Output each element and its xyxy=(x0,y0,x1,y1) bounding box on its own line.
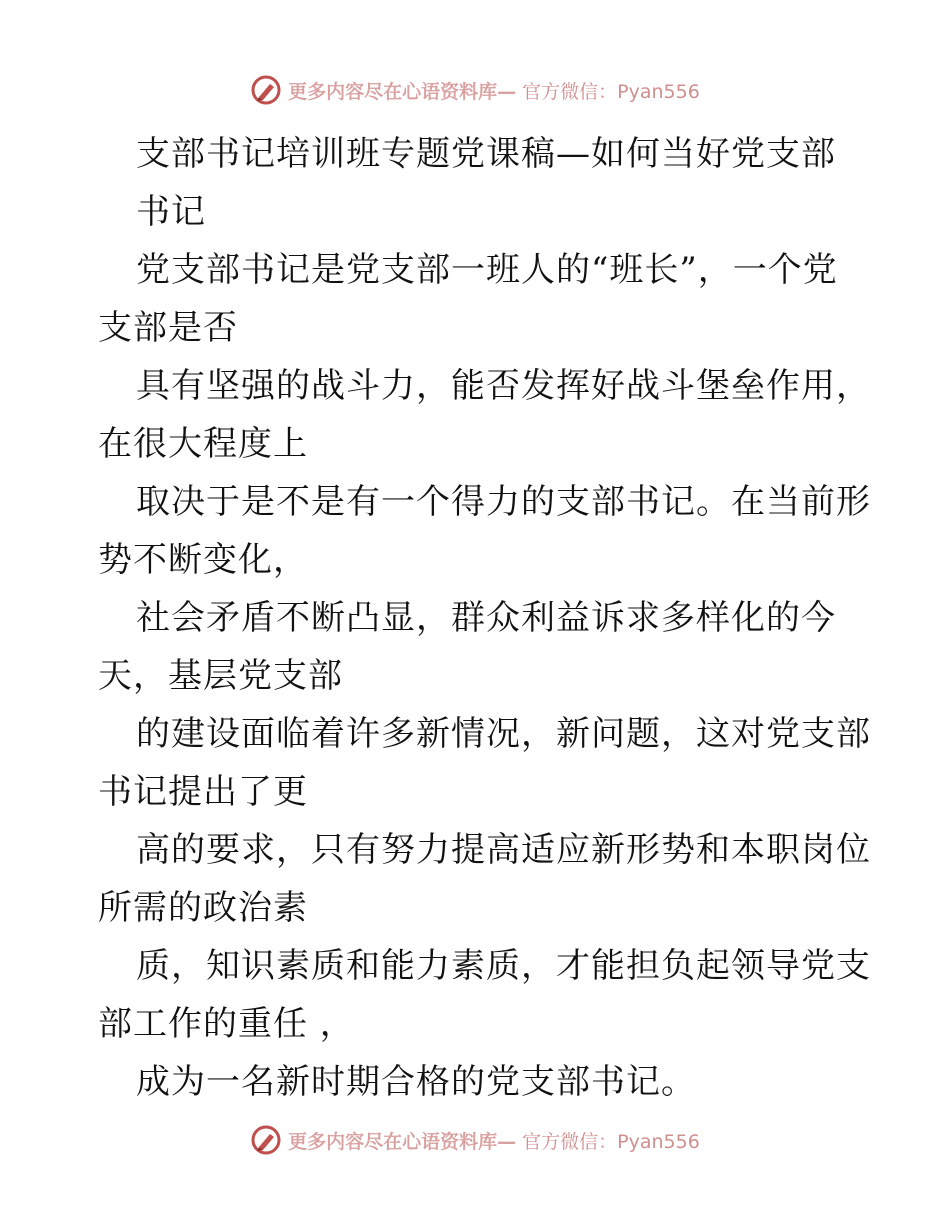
pen-logo-icon xyxy=(250,74,282,106)
header-watermark-banner xyxy=(0,70,950,110)
header-banner-text: 更多内容尽在心语资料库— xyxy=(288,80,517,103)
paragraph-line: 所需的政治素 xyxy=(98,888,308,928)
paragraph-line: 在很大程度上 xyxy=(98,424,308,464)
header-banner-wechat: 官方微信：Pyan556 xyxy=(522,80,700,103)
paragraph-line: 天，基层党支部 xyxy=(98,656,343,696)
document-body xyxy=(98,125,871,1111)
paragraph-line: 具有坚强的战斗力，能否发挥好战斗堡垒作用， xyxy=(136,366,871,406)
paragraph-line: 支部是否 xyxy=(98,308,238,348)
pen-logo-icon xyxy=(250,1124,282,1156)
paragraph-line: 的建设面临着许多新情况，新问题，这对党支部 xyxy=(136,714,871,754)
paragraph-line: 成为一名新时期合格的党支部书记。 xyxy=(136,1062,696,1102)
footer-banner-text: 更多内容尽在心语资料库— xyxy=(288,1130,517,1153)
paragraph-line: 取决于是不是有一个得力的支部书记。在当前形 xyxy=(136,482,871,522)
document-title-line-2: 书记 xyxy=(136,192,206,232)
document-title-line-1: 支部书记培训班专题党课稿—如何当好党支部 xyxy=(136,134,836,174)
footer-watermark-banner xyxy=(0,1120,950,1160)
paragraph-line: 书记提出了更 xyxy=(98,772,308,812)
paragraph-line: 社会矛盾不断凸显，群众利益诉求多样化的今 xyxy=(136,598,836,638)
paragraph-line: 质，知识素质和能力素质，才能担负起领导党支 xyxy=(136,946,871,986)
paragraph-line: 高的要求，只有努力提高适应新形势和本职岗位 xyxy=(136,830,871,870)
footer-banner-wechat: 官方微信：Pyan556 xyxy=(522,1130,700,1153)
paragraph-line: 部工作的重任 ， xyxy=(98,1004,355,1044)
paragraph-line: 势不断变化， xyxy=(98,540,308,580)
paragraph-line: 党支部书记是党支部一班人的“班长”，一个党 xyxy=(136,250,838,290)
